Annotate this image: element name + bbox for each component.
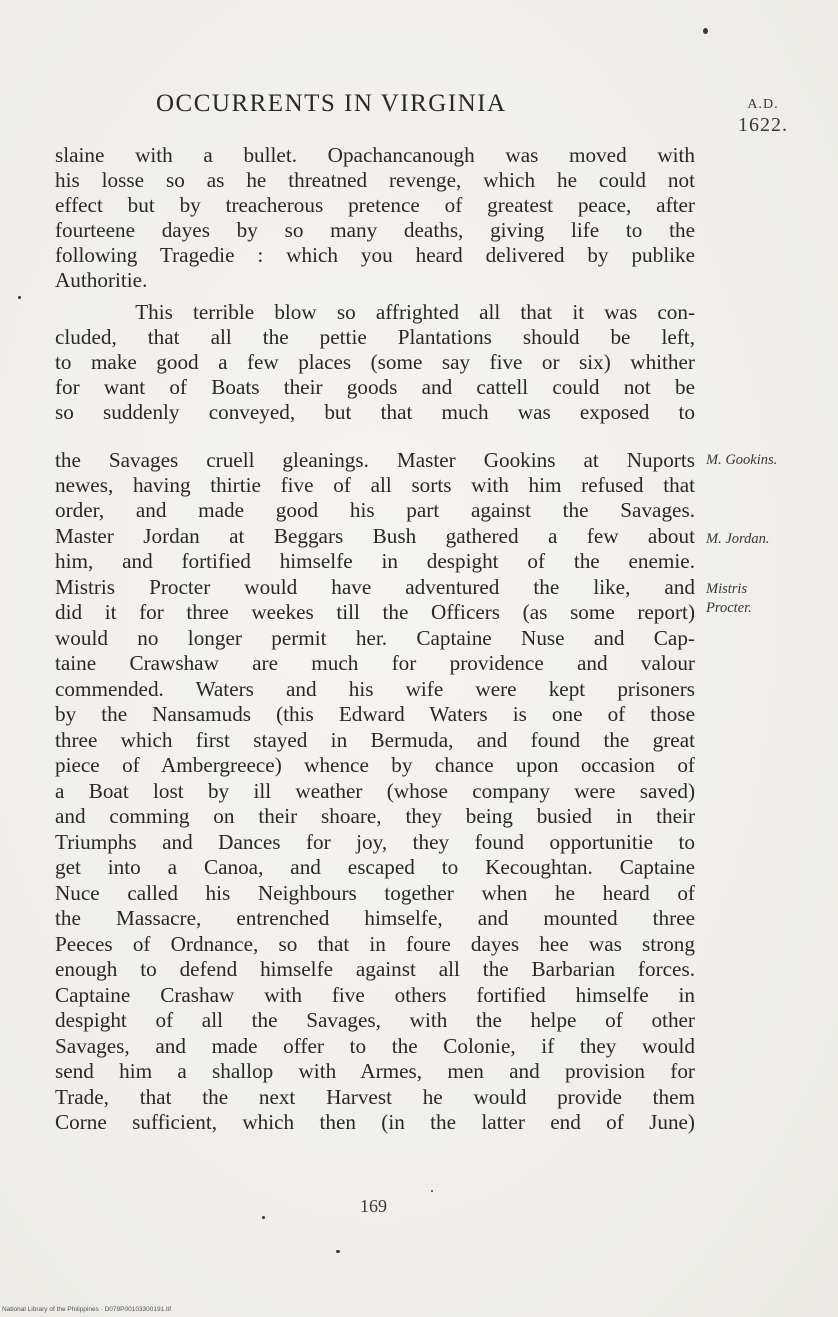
- text-line: the Savages cruell gleanings. Master Gookins at Nuports: [55, 448, 695, 472]
- text-line: Captaine Crashaw with five others fortified himselfe in: [55, 983, 695, 1007]
- text-line: fourteene dayes by so many deaths, giving life to the: [55, 218, 695, 242]
- text-line: Savages, and made offer to the Colonie, if they would: [55, 1034, 695, 1058]
- ink-speck: [18, 296, 21, 299]
- text-line: by the Nansamuds (this Edward Waters is one of those: [55, 702, 695, 726]
- text-line: would no longer permit her. Captaine Nuse and Cap-: [55, 626, 695, 650]
- margin-note-jordan: M. Jordan.: [706, 531, 770, 547]
- text-line: Nuce called his Neighbours together when he heard of: [55, 881, 695, 905]
- year-label: 1622.: [738, 114, 788, 136]
- text-line: despight of all the Savages, with the helpe of other: [55, 1008, 695, 1032]
- text-line: Authoritie.: [55, 268, 148, 292]
- text-line: send him a shallop with Armes, men and provision for: [55, 1059, 695, 1083]
- text-line: the Massacre, entrenched himselfe, and mounted three: [55, 906, 695, 930]
- text-line: for want of Boats their goods and cattell could not be: [55, 375, 695, 399]
- date-margin-heading: [728, 94, 798, 136]
- text-line: This terrible blow so affrighted all that it was con-: [55, 300, 695, 324]
- ink-speck: [703, 28, 708, 34]
- text-line: Trade, that the next Harvest he would provide them: [55, 1085, 695, 1109]
- text-line: Master Jordan at Beggars Bush gathered a few about: [55, 524, 695, 548]
- text-line: three which first stayed in Bermuda, and found the great: [55, 728, 695, 752]
- ink-speck: [431, 1190, 433, 1192]
- page-number: 169: [360, 1196, 387, 1216]
- text-line: get into a Canoa, and escaped to Kecoughtan. Captaine: [55, 855, 695, 879]
- text-line: effect but by treacherous pretence of greatest peace, after: [55, 193, 695, 217]
- text-line: following Tragedie : which you heard delivered by publike: [55, 243, 695, 267]
- text-line: taine Crawshaw are much for providence and valour: [55, 651, 695, 675]
- text-line: and comming on their shoare, they being busied in their: [55, 804, 695, 828]
- text-line: Triumphs and Dances for joy, they found opportunitie to: [55, 830, 695, 854]
- text-line: cluded, that all the pettie Plantations should be left,: [55, 325, 695, 349]
- text-line: slaine with a bullet. Opachancanough was moved with: [55, 143, 695, 167]
- text-line: order, and made good his part against the Savages.: [55, 498, 695, 522]
- running-title: OCCURRENTS IN VIRGINIA: [156, 90, 507, 117]
- ink-speck: [262, 1216, 265, 1219]
- text-line: to make good a few places (some say five or six) whither: [55, 350, 695, 374]
- text-line: his losse so as he threatned revenge, which he could not: [55, 168, 695, 192]
- text-line: so suddenly conveyed, but that much was exposed to: [55, 400, 695, 424]
- text-line: enough to defend himselfe against all the Barbarian forces.: [55, 957, 695, 981]
- text-line: a Boat lost by ill weather (whose company were saved): [55, 779, 695, 803]
- text-line: Mistris Procter would have adventured the like, and: [55, 575, 695, 599]
- margin-note-gookins: M. Gookins.: [706, 452, 778, 468]
- margin-note-mistris: Mistris: [706, 581, 748, 597]
- text-line: newes, having thirtie five of all sorts with him refused that: [55, 473, 695, 497]
- text-line: him, and fortified himselfe in despight of the enemie.: [55, 549, 695, 573]
- margin-note-procter: Procter.: [706, 600, 752, 616]
- text-line: Corne sufficient, which then (in the latter end of June): [55, 1110, 695, 1134]
- ink-speck: [336, 1250, 340, 1253]
- text-line: commended. Waters and his wife were kept prisoners: [55, 677, 695, 701]
- text-line: piece of Ambergreece) whence by chance upon occasion of: [55, 753, 695, 777]
- scan-credit: National Library of the Philippines · D079P00103300191.tif: [2, 1306, 172, 1313]
- era-label: A.D.: [747, 97, 779, 112]
- text-line: Peeces of Ordnance, so that in foure dayes hee was strong: [55, 932, 695, 956]
- text-line: did it for three weekes till the Officers (as some report): [55, 600, 695, 624]
